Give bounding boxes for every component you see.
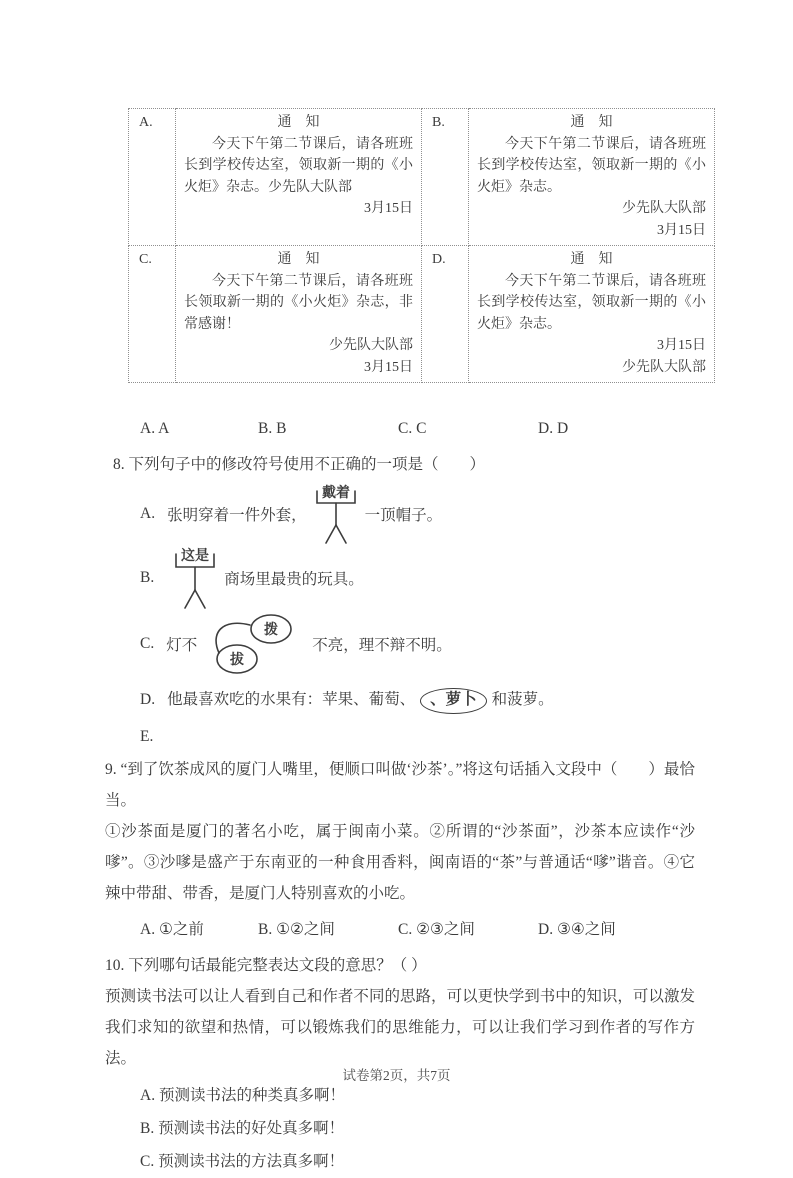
notice-signature: 少先队大队部 bbox=[329, 338, 413, 353]
page-footer: 试卷第2页，共7页 bbox=[342, 1068, 451, 1083]
q9-options-row bbox=[105, 914, 695, 945]
q9-option-a: A. ①之前 bbox=[140, 921, 204, 938]
notice-title: 通 知 bbox=[570, 115, 613, 130]
q7-option-d: D. D bbox=[538, 420, 569, 437]
notice-label-c: C. bbox=[129, 246, 176, 383]
q8-stem: 8. 下列句子中的修改符号使用不正确的一项是（ ） bbox=[113, 456, 486, 473]
q9-option-b: B. ①②之间 bbox=[258, 921, 335, 938]
notice-title: 通 知 bbox=[277, 115, 320, 130]
q8-option-b bbox=[140, 545, 695, 611]
deletion-mark-icon: 、萝卜 bbox=[420, 688, 487, 714]
q8-option-b-post: 商场里最贵的玩具。 bbox=[224, 571, 364, 588]
q8-option-d-label: D. bbox=[140, 691, 156, 708]
q9-stem: 9. “到了饮茶成风的厦门人嘴里，便顺口叫做‘沙茶’。”将这句话插入文段中（ ）最恰当。 bbox=[105, 761, 695, 809]
notice-body: 今天下午第二节课后，请各班班长领取新一期的《小火炬》杂志，非常感谢！ bbox=[184, 273, 413, 332]
insertion-mark-icon bbox=[166, 545, 224, 611]
q10-option-a: A. 预测读书法的种类真多啊！ bbox=[140, 1087, 345, 1104]
q8-option-d-pre: 他最喜欢吃的水果有：苹果、葡萄、 bbox=[167, 691, 416, 708]
q8-option-a-pre: 张明穿着一件外套， bbox=[167, 507, 307, 524]
q10-paragraph: 预测读书法可以让人看到自己和作者不同的思路，可以更快学到书中的知识，可以激发我们求知的欲望和热情，可以锻炼我们的思维能力，可以让我们学习到作者的写作方法。 bbox=[105, 988, 695, 1067]
q8-option-c bbox=[140, 611, 695, 677]
notice-cell-a bbox=[176, 109, 422, 246]
q9-paragraph: ①沙茶面是厦门的著名小吃，属于闽南小菜。②所谓的“沙茶面”，沙茶本应读作“沙嗲”。③沙嗲是盛产于东南亚的一种食用香料，闽南语的“茶”与普通话“嗲”谐音。④它辣中带甜、带香，是厦门人特别喜欢的小吃。 bbox=[105, 823, 695, 902]
notice-table bbox=[128, 108, 715, 383]
q7-options-row bbox=[105, 417, 695, 441]
q8-option-c-post: 不亮，理不辩不明。 bbox=[312, 637, 452, 654]
notice-signature: 少先队大队部 bbox=[622, 201, 706, 216]
q8-option-e bbox=[140, 725, 695, 749]
q8-option-a bbox=[140, 483, 695, 545]
notice-body: 今天下午第二节课后，请各班班长到学校传达室，领取新一期的《小火炬》杂志。少先队大队部 bbox=[184, 136, 413, 195]
notice-body: 今天下午第二节课后，请各班班长到学校传达室，领取新一期的《小火炬》杂志。 bbox=[477, 273, 706, 332]
q8-option-a-label: A. bbox=[140, 505, 156, 522]
svg-text:拨: 拨 bbox=[264, 623, 279, 638]
q10-option-b: B. 预测读书法的好处真多啊！ bbox=[140, 1120, 345, 1137]
notice-signature: 少先队大队部 bbox=[622, 359, 706, 375]
notice-title: 通 知 bbox=[277, 252, 320, 267]
notice-title: 通 知 bbox=[570, 252, 613, 267]
notice-label-d: D. bbox=[422, 246, 469, 383]
q8-option-c-label: C. bbox=[140, 635, 155, 652]
notice-cell-c bbox=[176, 246, 422, 383]
q10-stem: 10. 下列哪句话最能完整表达文段的意思？（ ） bbox=[105, 957, 427, 974]
q8-option-d-post: 和菠萝。 bbox=[491, 691, 554, 708]
q8-option-a-post: 一顶帽子。 bbox=[364, 507, 443, 524]
q8-option-e-label: E. bbox=[140, 728, 154, 745]
q8-option-c-pre: 灯不 bbox=[166, 637, 198, 654]
q7-option-a: A. A bbox=[140, 420, 170, 437]
q9-option-d: D. ③④之间 bbox=[538, 921, 616, 938]
table-row bbox=[129, 246, 715, 383]
notice-label-a: A. bbox=[129, 109, 176, 246]
q7-option-b: B. B bbox=[258, 420, 287, 437]
notice-date: 3月15日 bbox=[364, 359, 413, 375]
notice-cell-d bbox=[469, 246, 715, 383]
replacement-mark-icon bbox=[207, 611, 302, 677]
svg-text:这是: 这是 bbox=[181, 549, 210, 564]
notice-date: 3月15日 bbox=[657, 338, 706, 353]
svg-text:拔: 拔 bbox=[230, 653, 245, 668]
q7-option-c: C. C bbox=[398, 420, 427, 437]
q10-option-c: C. 预测读书法的方法真多啊！ bbox=[140, 1153, 345, 1170]
svg-text:戴着: 戴着 bbox=[321, 486, 350, 501]
notice-date: 3月15日 bbox=[364, 201, 413, 216]
q9-option-c: C. ②③之间 bbox=[398, 921, 475, 938]
q10-options bbox=[105, 1079, 695, 1178]
notice-date: 3月15日 bbox=[657, 222, 706, 238]
insertion-mark-icon bbox=[307, 483, 365, 545]
notice-label-b: B. bbox=[422, 109, 469, 246]
q8-option-d bbox=[140, 685, 695, 715]
notice-body: 今天下午第二节课后，请各班班长到学校传达室，领取新一期的《小火炬》杂志。 bbox=[477, 136, 706, 195]
table-row bbox=[129, 109, 715, 246]
q8-option-b-label: B. bbox=[140, 569, 155, 586]
notice-cell-b bbox=[469, 109, 715, 246]
